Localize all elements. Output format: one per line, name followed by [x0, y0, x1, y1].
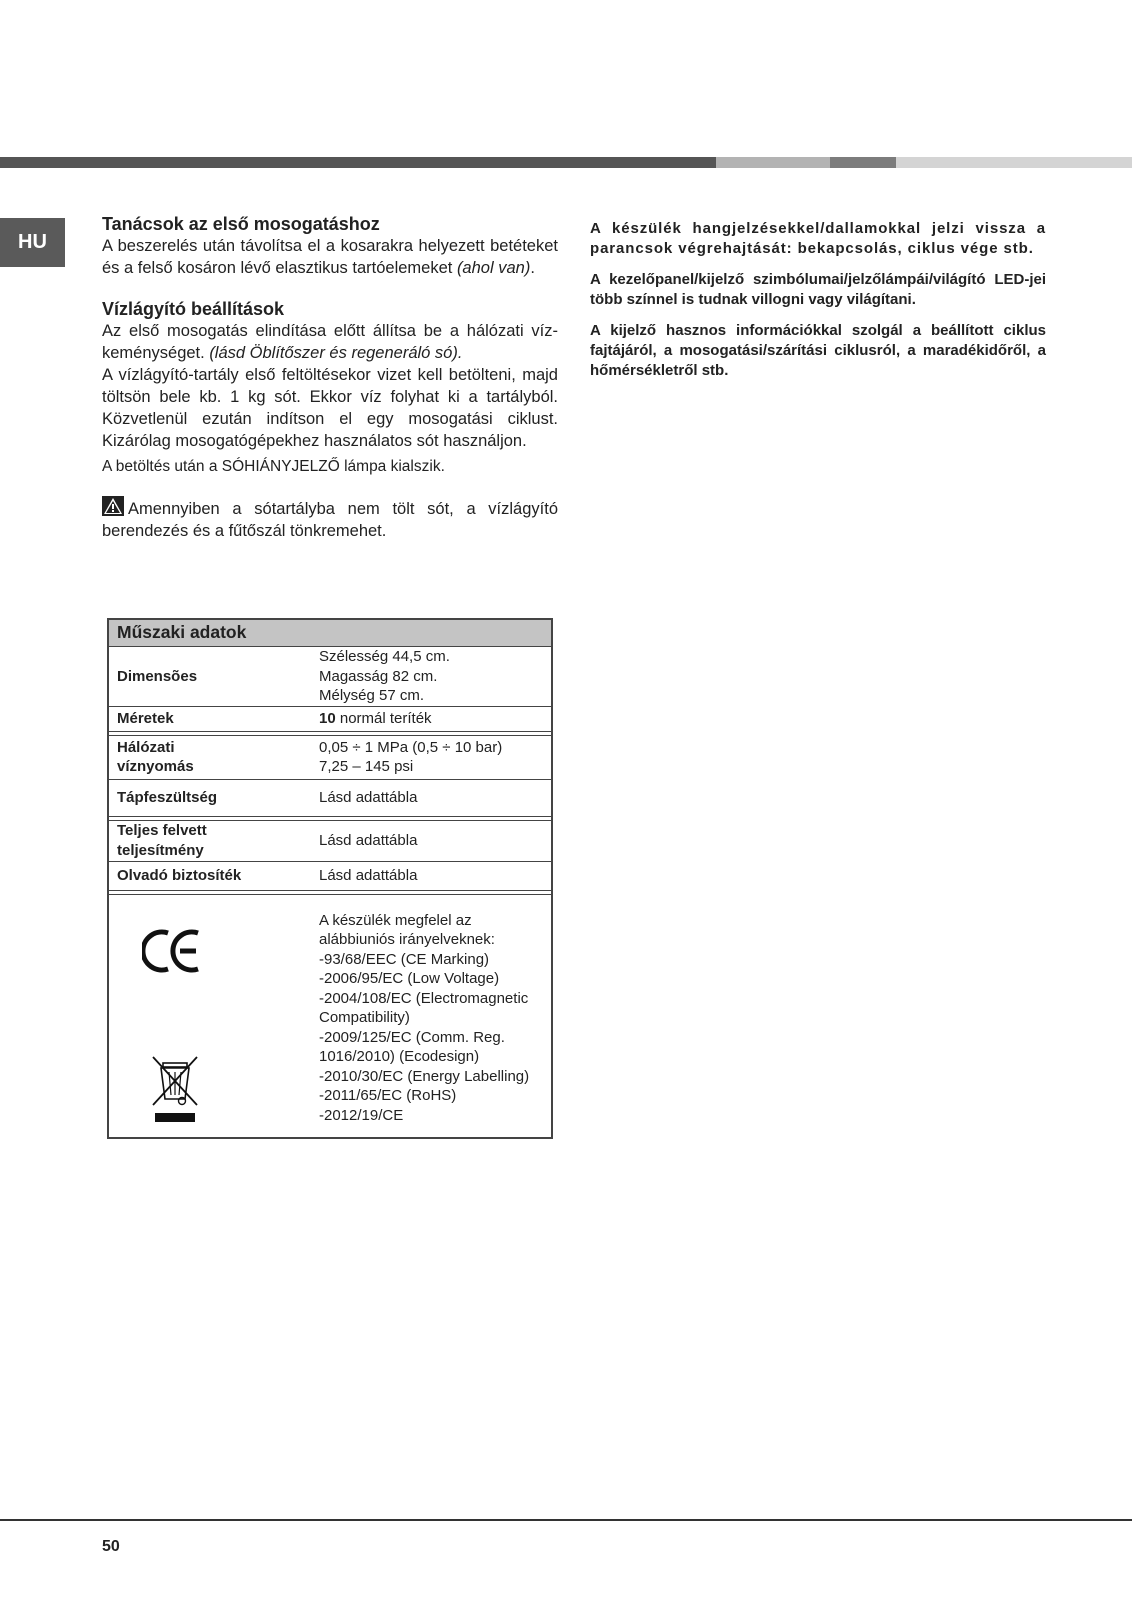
row-label: Teljes felvett teljesítmény — [108, 820, 311, 861]
warning-note — [102, 496, 558, 542]
compliance-text: A készülék megfelel az alábbiuniós irányelveknek: -93/68/EEC (CE Marking) -2006/95/EC (Low Voltage) -2004/108/EC (Electromagnetic Compatibility) -2009/125/EC (Comm. Reg. 1016/2010) (Ecodesign) -2010/30/EC (Energy Labelling) -2011/65/EC (RoHS) -2012/19/CE — [319, 911, 530, 1124]
header-color-bar — [0, 157, 1132, 168]
table-row — [108, 779, 552, 816]
right-column — [590, 219, 1046, 392]
header-bar-segment — [0, 157, 716, 168]
table-row — [108, 647, 552, 707]
header-bar-segment — [896, 157, 1132, 168]
sound-signal-text: A készülék hangjelzésekkel/dallamokkal jelzi vissza a parancsok végrehajtását: bekapcsolás, ciklus vége stb. — [590, 220, 1046, 257]
row-label: Olvadó biztosíték — [108, 861, 311, 890]
row-value: 10 normál teríték — [311, 706, 552, 731]
warning-triangle-icon — [102, 496, 124, 516]
compliance-row — [108, 894, 552, 1138]
first-wash-text: A beszerelés után távolítsa el a kosarakra helyezett betéteket és a felső kosáron lévő elasztikus tartóelemeket (ahol van). — [102, 237, 558, 277]
language-tab: HU — [0, 218, 65, 267]
table-row — [108, 820, 552, 861]
table-row — [108, 706, 552, 731]
footer-rule — [0, 1519, 1132, 1521]
row-label: Méretek — [108, 706, 311, 731]
row-label: Hálózati víznyomás — [108, 735, 311, 779]
water-softener-para3: A betöltés után a SÓHIÁNYJELZŐ lámpa kialszik. — [102, 458, 445, 475]
ce-mark-icon — [142, 927, 204, 975]
technical-data-table — [107, 618, 553, 1139]
control-panel-leds-text: A kezelőpanel/kijelző szimbólumai/jelzőlámpái/világító LED-jei több színnel is tudnak villogni vagy világítani. — [590, 271, 1046, 308]
first-wash-heading: Tanácsok az első mosogatáshoz — [102, 214, 380, 234]
table-title: Műszaki adatok — [108, 619, 552, 647]
water-softener-heading: Vízlágyító beállítások — [102, 299, 285, 319]
weee-crossed-bin-icon — [149, 1055, 201, 1125]
table-row — [108, 735, 552, 779]
row-label: Dimensões — [108, 647, 311, 707]
header-bar-segment — [830, 157, 896, 168]
row-value: Lásd adattábla — [311, 779, 552, 816]
row-value: 0,05 ÷ 1 MPa (0,5 ÷ 10 bar) 7,25 – 145 psi — [311, 735, 552, 779]
water-softener-para1: Az első mosogatás elindítása előtt állítsa be a hálózati víz-keménységet. (lásd Öblítőszer és regeneráló só). — [102, 322, 558, 362]
row-value: Lásd adattábla — [311, 861, 552, 890]
display-info-text: A kijelző hasznos információkkal szolgál a beállított ciklus fajtájáról, a mosogatási/szárítási ciklusról, a maradékidőről, a hőmérsékletről stb. — [590, 322, 1046, 379]
header-bar-segment — [716, 157, 830, 168]
left-column — [102, 213, 558, 542]
row-value: Lásd adattábla — [311, 820, 552, 861]
table-row — [108, 861, 552, 890]
water-softener-para2: A vízlágyító-tartály első feltöltésekor vizet kell betölteni, majd töltsön bele kb. 1 kg sót. Ekkor víz folyhat ki a tartályból. Közvetlenül ezután indítson el egy mosogatási ciklust. Kizárólag mosogatógépekhez használatos sót használjon. — [102, 366, 558, 450]
table-header-row — [108, 619, 552, 647]
row-value: Szélesség 44,5 cm. Magasság 82 cm. Mélység 57 cm. — [311, 647, 552, 707]
warning-text: Amennyiben a sótartályba nem tölt sót, a vízlágyító berendezés és a fűtőszál tönkremehet. — [102, 500, 558, 540]
row-label: Tápfeszültség — [108, 779, 311, 816]
page-number: 50 — [102, 1538, 120, 1555]
certification-symbols — [108, 894, 311, 1138]
